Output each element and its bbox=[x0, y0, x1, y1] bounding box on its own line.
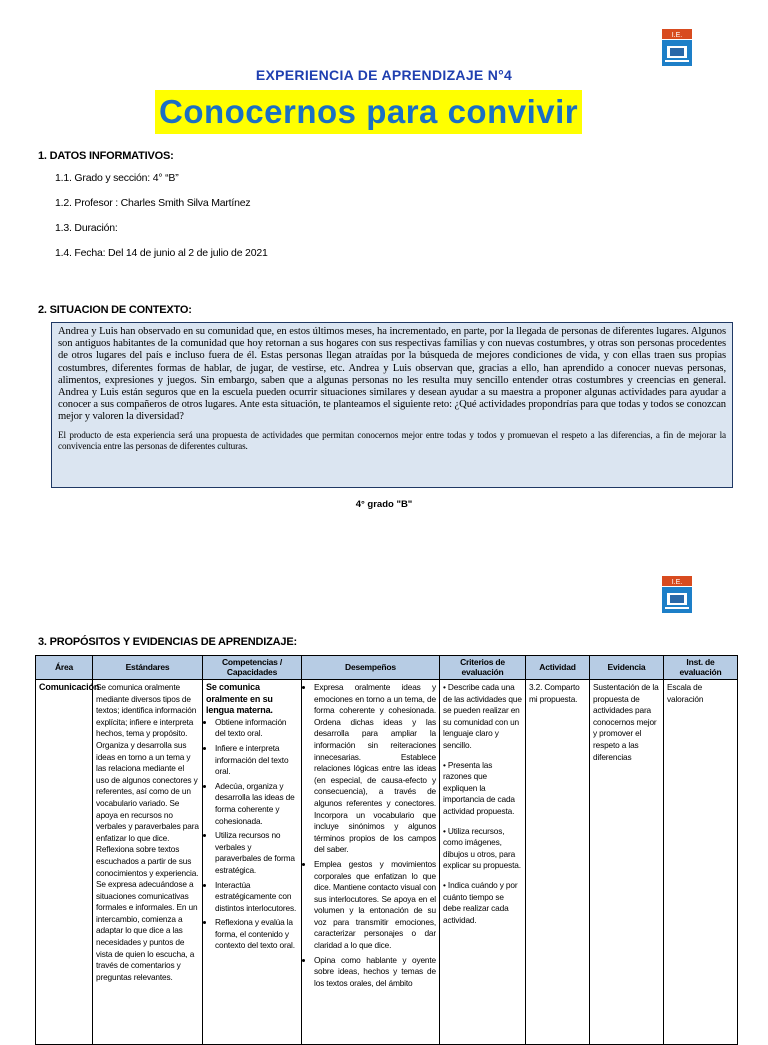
context-paragraph: Andrea y Luis han observado en su comunidad que, en estos últimos meses, ha incrementado, en parte, por la llegada de personas de diferentes lugares. Algunos son antiguos habitantes de la comunidad que hoy retornan a sus hogares con sus respectivas familias y con nuevas costumbres, y otras son personas procedentes de otros lugares del país e incluso fuera de él. Estas personas llegan atraídas por la búsqueda de mejores condiciones de vida, y con ellas traen sus propias costumbres, diferentes formas de hablar, de jugar, de vestirse, etc. Andrea y Luis observan que, gracias a ello, han aprendido a conocer nuevas personas, alimentos, expresiones y juegos. Sin embargo, saben que a algunas personas no les resulta muy sencillo entender otras costumbres y creencias en general. Andrea y Luis están seguros que en la escuela pueden ocurrir situaciones similares y desean ayudar a su maestra a proponer algunas actividades para ayudar a conocer a sus compañeros de otros lugares. Ante esta situación, te planteamos el siguiente reto: ¿Qué actividades propondrías para que todas y todos se conozcan mejor y valoren la diversidad? bbox=[58, 326, 726, 423]
info-grade: 1.1. Grado y sección: 4° “B” bbox=[55, 172, 179, 184]
performances-list bbox=[305, 682, 436, 989]
product-paragraph: El producto de esta experiencia será una propuesta de actividades que permitan conocernos mejor entre todas y todos y promuevan el respeto a las diferencias, a fin de mejorar la convivencia entre las personas de diferentes culturas. bbox=[58, 429, 726, 452]
logo-text: I.E. bbox=[671, 579, 683, 586]
section-heading-context: 2. SITUACION DE CONTEXTO: bbox=[38, 304, 192, 316]
table-row bbox=[36, 680, 738, 1045]
col-header-performances: Desempeños bbox=[302, 656, 440, 680]
col-header-area: Área bbox=[36, 656, 93, 680]
col-header-criteria: Criterios de evaluación bbox=[440, 656, 526, 680]
cell-standard: Se comunica oralmente mediante diversos tipos de textos; identifica información explícita; infiere e interpreta hechos, tema y propósito. Organiza y desarrolla sus ideas en torno a un tema y las relaciona mediante el uso de algunos conectores y referentes, así como de un vocabulario variado. Se apoya en recursos no verbales y paraverbales para enfatizar lo que dice. Reflexiona sobre textos escuchados a partir de sus conocimientos y experiencia. Se expresa adecuándose a situaciones comunicativas formales e informales. En un intercambio, comienza a adaptar lo que dice a las necesidades y puntos de vista de quien lo escucha, a través de comentarios y preguntas relevantes. bbox=[93, 680, 203, 1045]
experience-title: EXPERIENCIA DE APRENDIZAJE N°4 bbox=[255, 67, 513, 83]
capacity-item: • Reflexiona y evalúa la forma, el contenido y contexto del texto oral. bbox=[215, 917, 298, 952]
performance-item: • Emplea gestos y movimientos corporales que enfatizan lo que dice. Mantiene contacto visual con sus interlocutores. Se apoya en el volumen y la entonación de su voz para transmitir emociones, caracterizar personajes o dar claridad a lo que dice. bbox=[314, 859, 436, 952]
section-heading-purposes: 3. PROPÓSITOS Y EVIDENCIAS DE APRENDIZAJE: bbox=[38, 636, 297, 648]
capacities-list bbox=[206, 717, 298, 952]
col-header-instrument: Inst. de evaluación bbox=[664, 656, 738, 680]
criterion-item: • Utiliza recursos, como imágenes, dibujos u otros, para explicar su propuesta. bbox=[443, 825, 521, 871]
info-teacher: 1.2. Profesor : Charles Smith Silva Martínez bbox=[55, 197, 251, 209]
capacity-item: • Utiliza recursos no verbales y paraverbales de forma estratégica. bbox=[215, 830, 298, 876]
capacity-item: • Obtiene información del texto oral. bbox=[215, 717, 298, 740]
cell-performances bbox=[302, 680, 440, 1045]
section-heading-info: 1. DATOS INFORMATIVOS: bbox=[38, 150, 174, 162]
performance-item: • Opina como hablante y oyente sobre ideas, hechos y temas de los textos orales, del ámbito bbox=[314, 955, 436, 990]
cell-area bbox=[36, 680, 100, 1045]
performance-item: • Expresa oralmente ideas y emociones en torno a un tema, de forma coherente y cohesionada. Ordena dichas ideas y las desarrolla para ampliar la información sin reiteraciones innecesarias. Establece relaciones lógicas entre las ideas (en especial, de causa-efecto y consecuencia), a través de algunos referentes y conectores. Incorpora un vocabulario que incluye sinónimos y algunos términos propios de los campos del saber. bbox=[314, 682, 436, 856]
cell-competence bbox=[203, 680, 302, 1045]
criterion-item: • Indica cuándo y por cuánto tiempo se debe realizar cada actividad. bbox=[443, 879, 518, 925]
info-date: 1.4. Fecha: Del 14 de junio al 2 de julio de 2021 bbox=[55, 247, 268, 259]
criterion-item: • Presenta las razones que expliquen la importancia de cada actividad propuesta. bbox=[443, 759, 515, 816]
grade-caption: 4° grado "B" bbox=[355, 499, 413, 510]
col-header-competences: Competencias / Capacidades bbox=[203, 656, 302, 680]
cell-criteria bbox=[440, 680, 526, 1045]
competence-title: Se comunica oralmente en su lengua materna. bbox=[206, 682, 273, 716]
col-header-evidence: Evidencia bbox=[590, 656, 664, 680]
school-logo bbox=[660, 28, 694, 68]
purposes-table bbox=[35, 655, 738, 1045]
cell-activity: 3.2. Comparto mi propuesta. bbox=[526, 680, 590, 1045]
info-duration: 1.3. Duración: bbox=[55, 222, 118, 234]
main-title: Conocernos para convivir bbox=[155, 90, 582, 134]
table-header-row bbox=[36, 656, 738, 680]
cell-instrument: Escala de valoración bbox=[664, 680, 738, 1045]
cell-evidence: Sustentación de la propuesta de actividades para conocernos mejor y promover el respeto a las diferencias bbox=[590, 680, 664, 1045]
capacity-item: • Adecúa, organiza y desarrolla las ideas de forma coherente y cohesionada. bbox=[215, 781, 298, 827]
logo-text: I.E. bbox=[671, 32, 683, 39]
area-label: Comunicación bbox=[39, 682, 100, 692]
context-box bbox=[51, 322, 733, 488]
capacity-item: • Interactúa estratégicamente con distintos interlocutores. bbox=[215, 880, 298, 915]
criterion-item: • Describe cada una de las actividades que se pueden realizar en su comunidad con un lenguaje claro y sencillo. bbox=[443, 682, 522, 750]
col-header-activity: Actividad bbox=[526, 656, 590, 680]
col-header-standards: Estándares bbox=[93, 656, 203, 680]
capacity-item: • Infiere e interpreta información del texto oral. bbox=[215, 743, 298, 778]
school-logo bbox=[660, 575, 694, 615]
